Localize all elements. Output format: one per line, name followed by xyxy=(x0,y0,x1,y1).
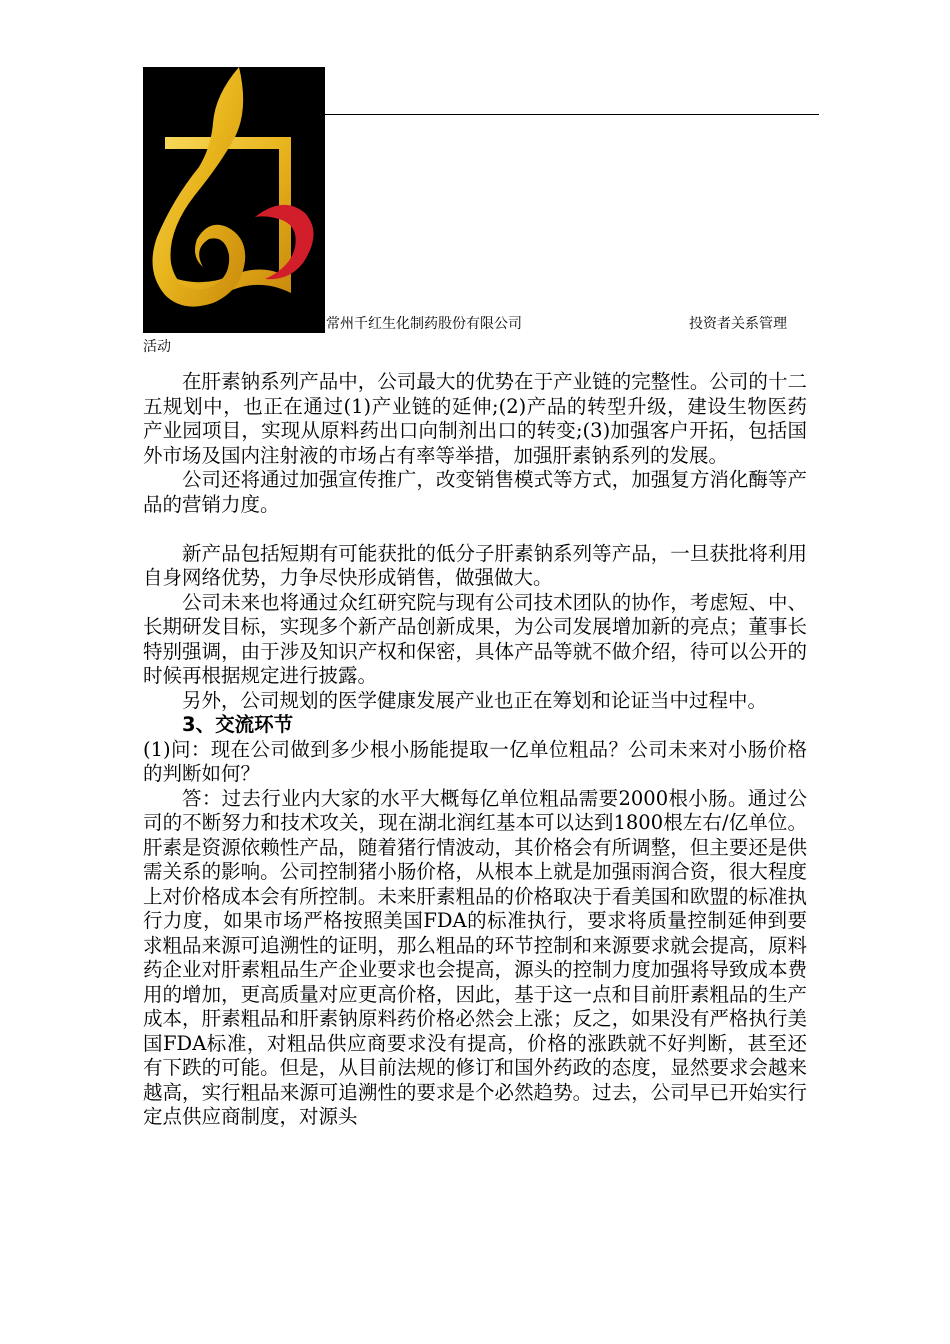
blank-line xyxy=(143,517,807,542)
document-body xyxy=(143,370,807,1130)
document-type: 投资者关系管理 xyxy=(689,316,787,332)
paragraph: 公司未来也将通过众红研究院与现有公司技术团队的协作，考虑短、中、长期研发目标，实现多个新产品创新成果，为公司发展增加新的亮点；董事长特别强调，由于涉及知识产权和保密，具体产品等就不做介绍，待可以公开的时候再根据规定进行披露。 xyxy=(143,590,807,687)
header-rule xyxy=(325,114,819,115)
document-type-continued: 活动 xyxy=(143,339,171,355)
paragraph: 另外，公司规划的医学健康发展产业也正在筹划和论证当中过程中。 xyxy=(182,688,768,712)
answer: 答：过去行业内大家的水平大概每亿单位粗品需要2000根小肠。通过公司的不断努力和技术攻关，现在湖北润红基本可以达到1800根左右/亿单位。肝素是资源依赖性产品，随着猪行情波动，其价格会有所调整，但主要还是供需关系的影响。公司控制猪小肠价格，从根本上就是加强雨润合资，很大程度上对价格成本会有所控制。未来肝素粗品的价格取决于看美国和欧盟的标准执行力度，如果市场严格按照美国FDA的标准执行，要求将质量控制延伸到要求粗品来源可追溯性的证明，那么粗品的环节控制和来源要求就会提高，原料药企业对肝素粗品生产企业要求也会提高，源头的控制力度加强将导致成本费用的增加，更高质量对应更高价格，因此，基于这一点和目前肝素粗品的生产成本，肝素粗品和肝素钠原料药价格必然会上涨；反之，如果没有严格执行美国FDA标准，对粗品供应商要求没有提高，价格的涨跌就不好判断，甚至还有下跌的可能。但是，从目前法规的修订和国外药政的态度，显然要求会越来越高，实行粗品来源可追溯性的要求是个必然趋势。过去，公司早已开始实行定点供应商制度，对源头 xyxy=(143,786,807,1128)
paragraph: 新产品包括短期有可能获批的低分子肝素钠系列等产品，一旦获批将利用自身网络优势，力争尽快形成销售，做强做大。 xyxy=(143,541,807,589)
section-heading: 3、交流环节 xyxy=(182,713,294,736)
company-name: 常州千红生化制药股份有限公司 xyxy=(326,316,522,332)
paragraph: 在肝素钠系列产品中，公司最大的优势在于产业链的完整性。公司的十二五规划中，也正在通过(1)产业链的延伸;(2)产品的转型升级，建设生物医药产业园项目，实现从原料药出口向制剂出口的转变;(3)加强客户开拓，包括国外市场及国内注射液的市场占有率等举措，加强肝素钠系列的发展。 xyxy=(143,370,807,467)
paragraph: 公司还将通过加强宣传推广，改变销售模式等方式，加强复方消化酶等产品的营销力度。 xyxy=(143,468,807,516)
company-logo xyxy=(143,67,325,333)
flame-logo-icon xyxy=(143,67,325,333)
question: (1)问：现在公司做到多少根小肠能提取一亿单位粗品？公司未来对小肠价格的判断如何？ xyxy=(143,737,807,785)
